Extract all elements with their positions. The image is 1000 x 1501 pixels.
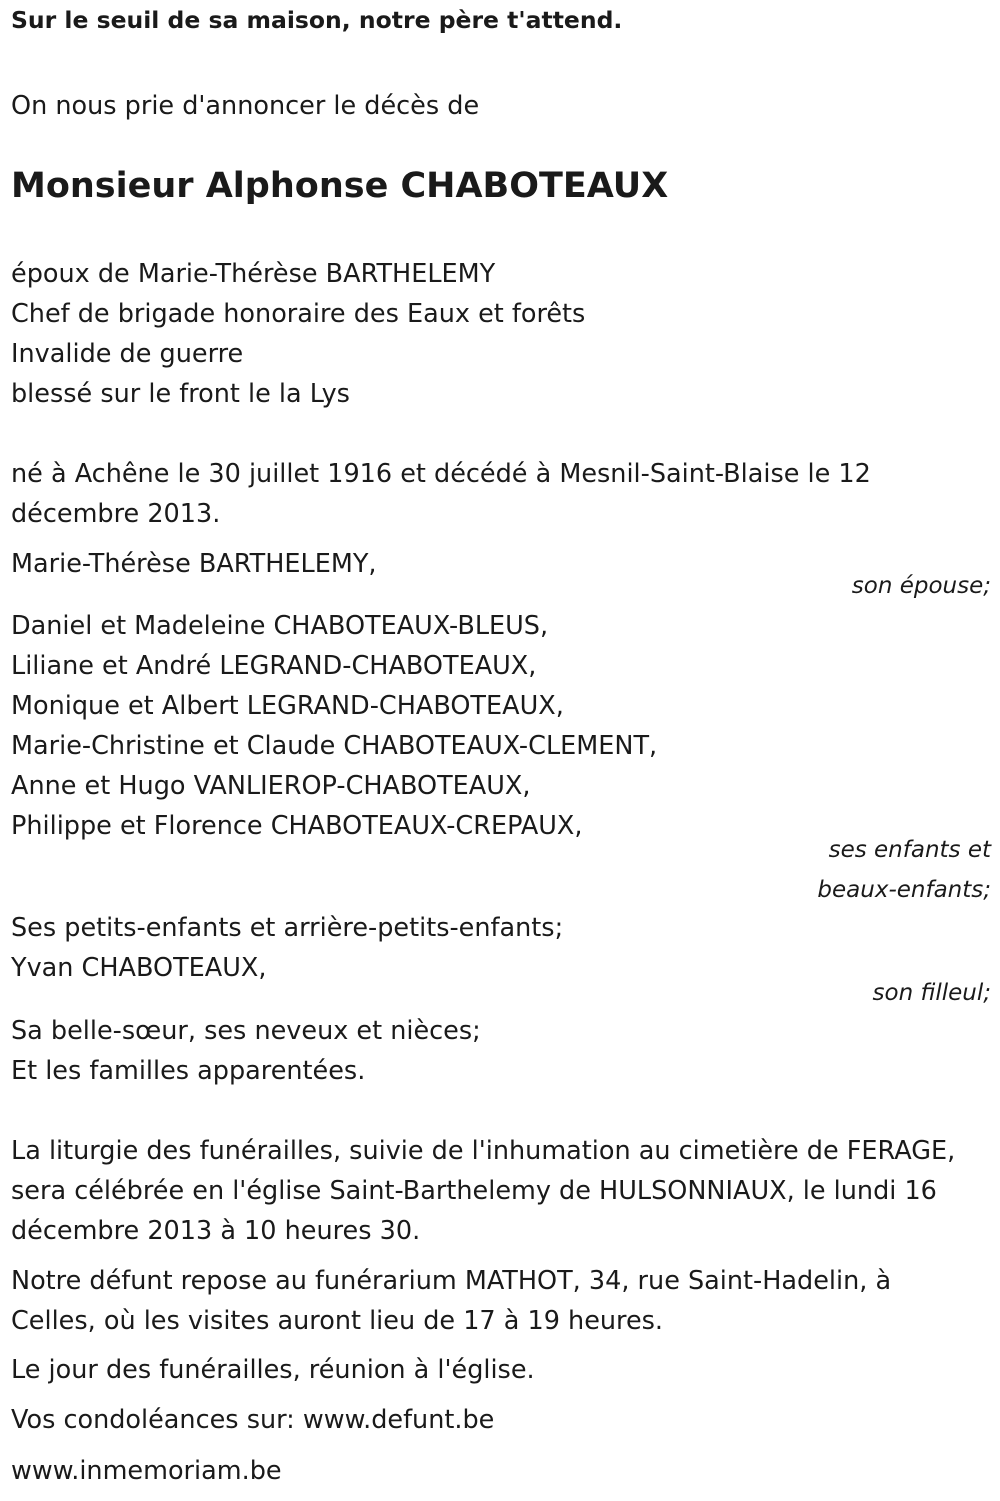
detail-line: blessé sur le front le la Lys bbox=[11, 379, 350, 409]
funeral-paragraph bbox=[11, 1131, 991, 1251]
site-text: www.inmemoriam.be bbox=[11, 1456, 282, 1486]
spouse-name: Marie-Thérèse BARTHELEMY, bbox=[11, 549, 377, 579]
epigraph: Sur le seuil de sa maison, notre père t'attend. bbox=[11, 6, 623, 34]
godson-entry bbox=[11, 948, 991, 1008]
grandchildren-entry bbox=[11, 908, 991, 948]
meeting-paragraph bbox=[11, 1350, 991, 1390]
birth-death-line: décembre 2013. bbox=[11, 499, 221, 529]
spouse-entry bbox=[11, 544, 991, 604]
child-name: Anne et Hugo VANLIEROP-CHABOTEAUX, bbox=[11, 771, 531, 801]
child-name: Liliane et André LEGRAND-CHABOTEAUX, bbox=[11, 651, 537, 681]
intro-text: On nous prie d'annoncer le décès de bbox=[11, 91, 480, 121]
meeting-text: Le jour des funérailles, réunion à l'église. bbox=[11, 1355, 535, 1385]
funeral-line: sera célébrée en l'église Saint-Barthelemy de HULSONNIAUX, le lundi 16 bbox=[11, 1176, 937, 1206]
detail-line: époux de Marie-Thérèse BARTHELEMY bbox=[11, 259, 496, 289]
children-entry bbox=[11, 606, 991, 906]
birth-death-line: né à Achêne le 30 juillet 1916 et décédé à Mesnil-Saint-Blaise le 12 bbox=[11, 459, 871, 489]
birth-death-paragraph bbox=[11, 454, 991, 534]
detail-line: Invalide de guerre bbox=[11, 339, 244, 369]
other-relatives-line: Sa belle-sœur, ses neveux et nièces; bbox=[11, 1016, 481, 1046]
other-relatives bbox=[11, 1011, 991, 1091]
child-name: Marie-Christine et Claude CHABOTEAUX-CLEMENT, bbox=[11, 731, 658, 761]
funeral-line: décembre 2013 à 10 heures 30. bbox=[11, 1216, 421, 1246]
deceased-details bbox=[11, 254, 991, 414]
godson-role: son filleul; bbox=[872, 980, 991, 1006]
grandchildren-text: Ses petits-enfants et arrière-petits-enfants; bbox=[11, 913, 564, 943]
repose-line: Celles, où les visites auront lieu de 17 à 19 heures. bbox=[11, 1306, 664, 1336]
detail-line: Chef de brigade honoraire des Eaux et forêts bbox=[11, 299, 586, 329]
godson-name: Yvan CHABOTEAUX, bbox=[11, 953, 267, 983]
funeral-line: La liturgie des funérailles, suivie de l'inhumation au cimetière de FERAGE, bbox=[11, 1136, 956, 1166]
child-name: Daniel et Madeleine CHABOTEAUX-BLEUS, bbox=[11, 611, 549, 641]
other-relatives-line: Et les familles apparentées. bbox=[11, 1056, 366, 1086]
child-name: Philippe et Florence CHABOTEAUX-CREPAUX, bbox=[11, 811, 583, 841]
repose-line: Notre défunt repose au funérarium MATHOT, 34, rue Saint-Hadelin, à bbox=[11, 1266, 892, 1296]
condolences-paragraph bbox=[11, 1400, 991, 1440]
deceased-name: Monsieur Alphonse CHABOTEAUX bbox=[11, 166, 669, 206]
children-role-line1: ses enfants et bbox=[828, 837, 991, 863]
children-role-line2: beaux-enfants; bbox=[817, 877, 991, 903]
child-name: Monique et Albert LEGRAND-CHABOTEAUX, bbox=[11, 691, 564, 721]
site-paragraph bbox=[11, 1451, 991, 1491]
repose-paragraph bbox=[11, 1261, 991, 1341]
condolences-text: Vos condoléances sur: www.defunt.be bbox=[11, 1405, 495, 1435]
spouse-role: son épouse; bbox=[851, 573, 991, 599]
